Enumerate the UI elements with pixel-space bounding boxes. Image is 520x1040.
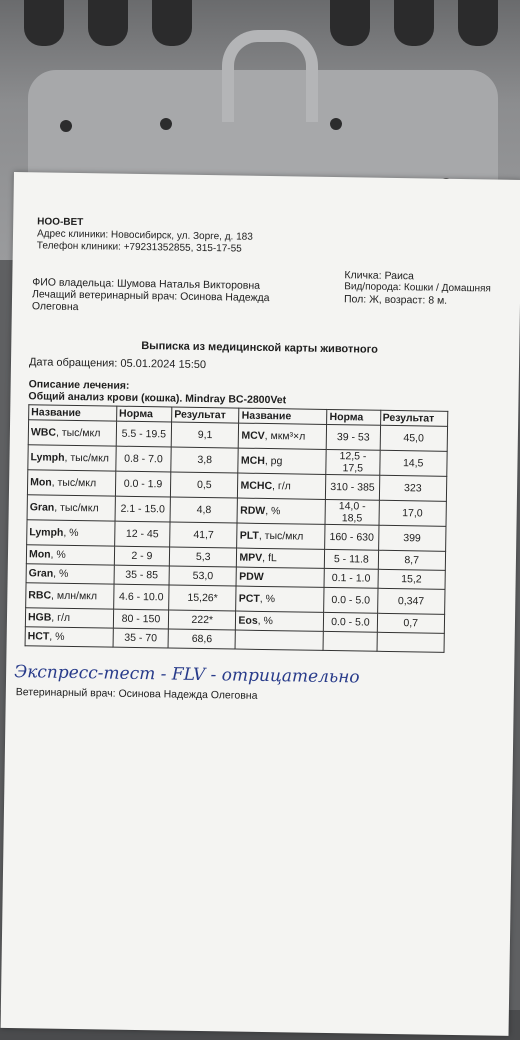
norm-range: 160 - 630 <box>325 524 379 550</box>
parameter-name: Mon, тыс/мкл <box>27 470 115 496</box>
test-title: Общий анализ крови (кошка). Mindray BC-2800Vet <box>28 390 287 407</box>
column-header: Норма <box>327 409 380 425</box>
norm-range: 0.0 - 1.9 <box>115 471 171 497</box>
parameter-name: PLT, тыс/мкл <box>237 523 325 549</box>
owner-name: ФИО владельца: Шумова Наталья Викторовна <box>32 276 261 292</box>
parameter-name: Mon, % <box>26 545 114 565</box>
parameter-name: PDW <box>237 567 325 587</box>
result-value: 68,6 <box>168 629 236 649</box>
parameter-name: MCH, pg <box>238 448 326 474</box>
result-value: 323 <box>379 475 447 501</box>
norm-range: 39 - 53 <box>327 424 381 450</box>
parameter-name: HGB, г/л <box>25 608 113 628</box>
parameter-name: Gran, тыс/мкл <box>27 495 115 521</box>
carrier-vent <box>152 0 192 46</box>
result-value: 222* <box>168 610 236 630</box>
carrier-hole <box>160 118 172 130</box>
norm-range: 5 - 11.8 <box>325 549 378 569</box>
clinic-phone: Телефон клиники: +79231352855, 315-17-55 <box>36 240 242 255</box>
result-value: 41,7 <box>170 522 238 548</box>
norm-range: 2.1 - 15.0 <box>115 496 171 522</box>
column-header: Результат <box>380 410 448 426</box>
medical-record-sheet <box>1 172 520 1036</box>
document-title: Выписка из медицинской карты животного <box>141 340 378 356</box>
result-value: 3,8 <box>171 447 239 473</box>
parameter-name: RBC, млн/мкл <box>26 583 114 609</box>
result-value: 5,3 <box>169 547 237 567</box>
carrier-handle <box>222 30 318 122</box>
norm-range: 0.8 - 7.0 <box>116 446 172 472</box>
carrier-vent <box>88 0 128 46</box>
norm-range: 35 - 70 <box>113 628 168 648</box>
carrier-vent <box>394 0 434 46</box>
carrier-vent <box>330 0 370 46</box>
result-value: 399 <box>378 525 446 551</box>
parameter-name: WBC, тыс/мкл <box>28 420 116 446</box>
parameter-name: PCT, % <box>236 586 324 612</box>
norm-range: 4.6 - 10.0 <box>114 584 170 610</box>
parameter-name: HCT, % <box>25 627 113 647</box>
norm-range: 2 - 9 <box>114 546 169 566</box>
parameter-name: Gran, % <box>26 564 114 584</box>
parameter-name <box>236 630 324 650</box>
carrier-vent <box>24 0 64 46</box>
parameter-name: MPV, fL <box>237 548 325 568</box>
clinic-name: НОО-ВЕТ <box>37 216 84 229</box>
visit-date: Дата обращения: 05.01.2024 15:50 <box>28 356 207 372</box>
result-value: 17,0 <box>378 500 446 526</box>
result-value: 15,2 <box>378 569 446 589</box>
result-value: 53,0 <box>169 566 237 586</box>
pet-sex-age: Пол: Ж, возраст: 8 м. <box>343 293 448 307</box>
pet-name: Кличка: Раиса <box>344 269 415 283</box>
result-value: 0,7 <box>377 613 445 633</box>
attending-doctor: Лечащий ветеринарный врач: Осинова Надежда <box>31 288 270 305</box>
parameter-name: MCV, мкм³×л <box>239 423 327 449</box>
norm-range: 35 - 85 <box>114 565 169 585</box>
result-value: 0,347 <box>377 588 445 614</box>
norm-range: 80 - 150 <box>113 609 168 629</box>
treatment-label: Описание лечения: <box>28 378 130 392</box>
norm-range: 5.5 - 19.5 <box>116 421 172 447</box>
parameter-name: RDW, % <box>237 498 325 524</box>
norm-range: 12,5 - 17,5 <box>326 449 380 475</box>
handwritten-note: Экспресс-тест - FLV - отрицательно <box>13 662 360 688</box>
norm-range: 0.1 - 1.0 <box>324 568 377 588</box>
result-value: 8,7 <box>378 550 446 570</box>
norm-range: 0.0 - 5.0 <box>324 587 378 613</box>
column-header: Название <box>239 408 327 424</box>
column-header: Результат <box>172 407 240 423</box>
result-value: 0,5 <box>170 472 238 498</box>
parameter-name: Eos, % <box>236 611 324 631</box>
blood-test-table <box>25 404 449 653</box>
parameter-name: Lymph, тыс/мкл <box>28 445 116 471</box>
parameter-name: Lymph, % <box>27 520 115 546</box>
norm-range: 0.0 - 5.0 <box>324 612 377 632</box>
norm-range: 14,0 - 18,5 <box>325 499 379 525</box>
result-value: 14,5 <box>379 450 447 476</box>
column-header: Название <box>29 405 117 421</box>
signature-line: Ветеринарный врач: Осинова Надежда Олеговна <box>15 686 258 702</box>
norm-range: 12 - 45 <box>115 521 171 547</box>
attending-doctor-cont: Олеговна <box>31 300 79 314</box>
carrier-hole <box>330 118 342 130</box>
carrier-vent <box>458 0 498 46</box>
carrier-hole <box>60 120 72 132</box>
column-header: Норма <box>116 406 171 422</box>
result-value: 45,0 <box>380 425 448 451</box>
norm-range: 310 - 385 <box>326 474 380 500</box>
parameter-name: MCHC, г/л <box>238 473 326 499</box>
result-value: 4,8 <box>170 497 238 523</box>
norm-range <box>323 631 376 651</box>
pet-breed: Вид/порода: Кошки / Домашняя <box>344 281 491 295</box>
result-value: 9,1 <box>171 422 239 448</box>
clinic-address: Адрес клиники: Новосибирск, ул. Зорге, д. 183 <box>36 228 253 243</box>
result-value: 15,26* <box>169 585 237 611</box>
result-value <box>377 632 445 652</box>
